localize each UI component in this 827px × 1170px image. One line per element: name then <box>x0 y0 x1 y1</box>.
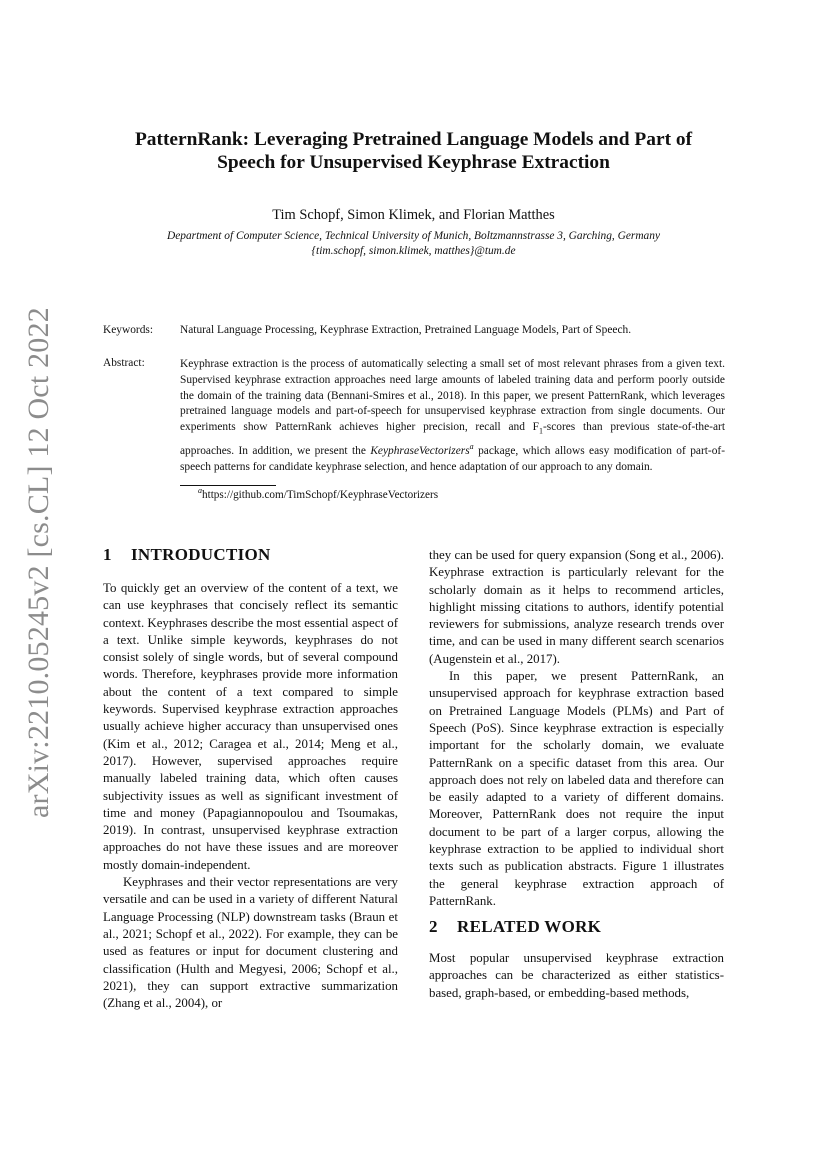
title-line-2: Speech for Unsupervised Keyphrase Extraction <box>217 152 610 173</box>
title-line-1: PatternRank: Leveraging Pretrained Language Models and Part of <box>134 129 693 150</box>
abstract-label: Abstract: <box>103 357 145 369</box>
arxiv-identifier: arXiv:2210.05245v2 [cs.CL] 12 Oct 2022 <box>22 307 55 818</box>
section-1-title: INTRODUCTION <box>131 545 271 564</box>
paper-title <box>100 128 727 174</box>
affiliation: Department of Computer Science, Technical University of Munich, Boltzmannstrasse 3, Garching, Germany <box>167 230 660 242</box>
related-work-paragraph-1: Most popular unsupervised keyphrase extraction approaches can be characterized as either statistics-based, graph-based, or embedding-based methods, <box>429 951 724 1000</box>
footnote-url[interactable]: https://github.com/TimSchopf/KeyphraseVectorizers <box>202 489 439 501</box>
keywords-text: Natural Language Processing, Keyphrase Extraction, Pretrained Language Models, Part of Speech. <box>180 324 632 336</box>
abstract-part-2: -scores than previous state-of-the-art approaches. In addition, we present the <box>180 421 725 458</box>
section-1-number: 1 <box>103 545 112 564</box>
footnote-mark-ref: a <box>198 486 202 495</box>
footnote <box>198 486 438 501</box>
f1-subscript: 1 <box>538 426 543 436</box>
section-2-title: RELATED WORK <box>457 917 602 936</box>
section-2-heading <box>429 917 601 937</box>
abstract-part-1: Keyphrase extraction is the process of automatically selecting a small set of most relevant phrases from a given text. Supervised keyphrase extraction approaches need large amounts of labeled training data and perform poorly outside the domain of the training data (Bennani-Smires et al., 2018). In this paper, we present PatternRank, which leverages pretrained language models and part-of-speech for unsupervised keyphrase extraction from single documents. Our experiments show PatternRank achieves higher precision, recall and <box>180 358 725 434</box>
keywords-label: Keywords: <box>103 324 153 336</box>
author-emails: {tim.schopf, simon.klimek, matthes}@tum.de <box>311 245 516 257</box>
intro-paragraph-3: In this paper, we present PatternRank, an unsupervised approach for keyphrase extraction based on Pretrained Language Models (PLMs) and Part of Speech (PoS). Since keyphrase extraction is especially important for the scholarly domain, we evaluate PatternRank on a specific dataset from this area. Our approach does not rely on labeled data and therefore can be easily adapted to a variety of different domains. Moreover, PatternRank does not require the input document to be part of a larger corpus, allowing the keyphrase extraction to be applied to individual short texts such as publication abstracts. Figure 1 illustrates the general keyphrase extraction approach of PatternRank. <box>429 669 724 908</box>
section-2-number: 2 <box>429 917 438 936</box>
intro-paragraph-2-continued: they can be used for query expansion (Song et al., 2006). Keyphrase extraction is particularly relevant for the scholarly domain as it helps to recommend articles, highlight missing citations to authors, identify potential reviewers for submissions, analyze research trends over time, and can be used in many different search scenarios (Augenstein et al., 2017). <box>429 548 724 666</box>
package-name: KeyphraseVectorizers <box>370 445 470 458</box>
affiliation-block <box>100 229 727 259</box>
abstract-part-3: package, which allows easy modification of part-of-speech patterns for candidate keyphrase selection, and hence adaptation of our approach to any domain. <box>180 445 725 474</box>
author-list: Tim Schopf, Simon Klimek, and Florian Matthes <box>272 207 555 223</box>
related-work-column <box>429 950 724 1002</box>
f1-letter: F <box>532 421 539 434</box>
abstract-text <box>180 357 725 476</box>
right-column <box>429 547 724 910</box>
footnote-mark: a <box>469 442 474 452</box>
left-column <box>103 580 398 1012</box>
section-1-heading <box>103 545 271 565</box>
intro-paragraph-2: Keyphrases and their vector representations are very versatile and can be used in a variety of different Natural Language Processing (NLP) downstream tasks (Braun et al., 2021; Schopf et al., 2022). For example, they can be used as features or input for document clustering and classification (Hulth and Megyesi, 2006; Schopf et al., 2021), they can support extractive summarization (Zhang et al., 2004), or <box>103 875 398 1011</box>
intro-paragraph-1: To quickly get an overview of the content of a text, we can use keyphrases that concisely reflect its semantic context. Keyphrases describe the most essential aspect of a text. Unlike simple keywords, keyphrases do not consist solely of single words, but of several compound words. Therefore, keyphrases provide more information about the content of a text compared to simple keywords. Supervised keyphrase extraction approaches usually achieve higher accuracy than unsupervised ones (Kim et al., 2012; Caragea et al., 2014; Meng et al., 2017). However, supervised approaches require manually labeled training data, which often causes subjectivity issues as well as significant investment of time and money (Papagiannopoulou and Tsoumakas, 2019). In contrast, unsupervised keyphrase extraction approaches do not have these issues and are moreover mostly domain-independent. <box>103 581 398 872</box>
